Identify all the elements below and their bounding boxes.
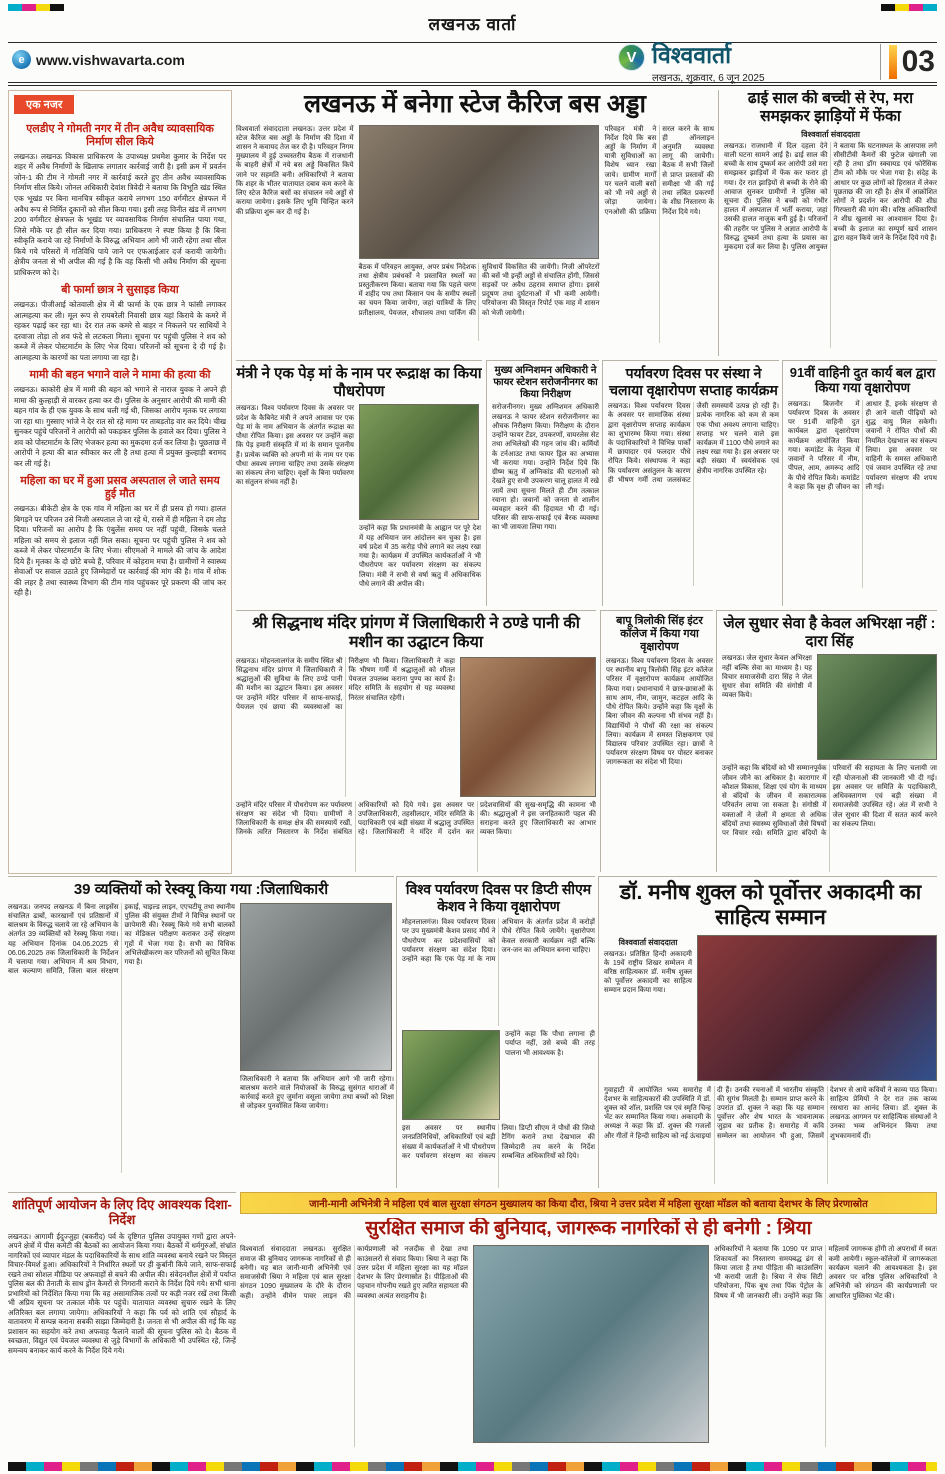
article-headline: जेल सुधार सेवा है केवल अभिरक्षा नहीं : दारा सिंह xyxy=(723,615,936,650)
page-number-accent-bar xyxy=(889,45,897,79)
article-body: लखनऊ। आगामी ईदुज्जुहा (बकरीद) पर्व के दृष्टिगत पुलिस उपायुक्त गणों द्वारा अपने-अपने क्षेत्रों में पीस कमेटी की बैठकों का आयोजन किया गया। बैठकों में धर्मगुरुओं, संभ्रांत नागरिकों एवं व्यापार मंडल के पदाधिकारियों के साथ शांति व्यवस्था बनाये रखने पर विस्तृत विचार-विमर्श हुआ। अधिकारियों ने निर्धारित स्थलों पर ही कुर्बानी किये जाने, साफ-सफाई रखने तथा सोशल मीडिया पर अफवाहों से बचने की अपील की। संवेदनशील क्षेत्रों में पर्याप्त पुलिस बल की तैनाती के साथ ड्रोन कैमरों से निगरानी कराने के निर्देश दिये गये। सभी थाना प्रभारियों को निर्देशित किया गया कि वह असामाजिक तत्वों पर कड़ी नजर रखें तथा किसी भी अप्रिय सूचना पर तत्काल मौके पर पहुंचें। यातायात व्यवस्था सुचारु रखने के लिए अतिरिक्त बल लगाया जायेगा। अधिकारियों ने कहा कि पर्व को शांति एवं सौहार्द के वातावरण में सम्पन्न कराना सबकी साझा जिम्मेदारी है। जनता से भी अपील की गई कि वह प्रशासन का सहयोग करे तथा अफवाह फैलाने वालों की सूचना पुलिस को दे। बैठक में स्वच्छता, विद्युत एवं पेयजल व्यवस्था से जुड़े विभागों के अधिकारी भी उपस्थित रहे, जिन्हें समन्वय बनाकर कार्य करने के निर्देश दिये गये। xyxy=(8,1231,236,1355)
rescue-photo xyxy=(240,903,392,1071)
article-byline: विश्ववार्ता संवाददाता xyxy=(618,937,678,947)
article-body: लखनऊ। राजधानी में दिल दहला देने वाली घटना सामने आई है। ढाई साल की बच्ची के साथ दुष्कर्म कर आरोपी उसे मरा समझकर झाड़ियों में फेंक कर फरार हो गया। देर रात झाड़ियों से बच्ची के रोने की आवाज सुनकर ग्रामीणों ने पुलिस को सूचना दी। पुलिस ने बच्ची को गंभीर हालत में अस्पताल में भर्ती कराया, जहां उसकी हालत नाजुक बनी हुई है। परिजनों की तहरीर पर पुलिस ने अज्ञात आरोपी के विरुद्ध दुष्कर्म तथा हत्या के प्रयास का मुकदमा दर्ज कर लिया है। पुलिस आयुक्त ने बताया कि घटनास्थल के आसपास लगे सीसीटीवी कैमरों की फुटेज खंगाली जा रही है तथा डॉग स्क्वायड एवं फोरेंसिक टीम को मौके पर भेजा गया है। संदेह के आधार पर कुछ लोगों को हिरासत में लेकर पूछताछ की जा रही है। क्षेत्र में आक्रोशित लोगों ने प्रदर्शन कर आरोपी की शीघ्र गिरफ्तारी की मांग की। वरिष्ठ अधिकारियों ने शीघ्र खुलासे का आश्वासन दिया है। बच्ची के इलाज का सम्पूर्ण खर्च शासन द्वारा वहन किये जाने के निर्देश दिये गये हैं। xyxy=(724,142,937,252)
article-headline: डॉ. मनीष शुक्ल को पूर्वोत्तर अकादमी का साहित्य सम्मान xyxy=(619,881,922,929)
article-body: अधिकारियों ने बताया कि 1090 पर प्राप्त शिकायतों का निस्तारण समयबद्ध ढंग से किया जाता है तथा पीड़िता की काउंसलिंग भी करायी जाती है। श्रिया ने सेफ सिटी परियोजना, पिंक बूथ तथा पिंक पेट्रोल के विषय में भी जानकारी ली। उन्होंने कहा कि महिलायें जागरूक होंगी तो अपराधों में स्वतः कमी आयेगी। स्कूल-कॉलेजों में जागरूकता कार्यक्रम चलाने की आवश्यकता है। इस अवसर पर वरिष्ठ पुलिस अधिकारियों ने अभिनेत्री को संगठन की कार्यप्रणाली पर आधारित पुस्तिका भेंट की। xyxy=(714,1246,937,1300)
article-body: विश्ववार्ता संवाददाता लखनऊ। सुरक्षित समाज की बुनियाद जागरूक नागरिकों से ही बनेगी। यह बात जानी-मानी अभिनेत्री एवं समाजसेवी श्रिया ने महिला एवं बाल सुरक्षा संगठन 1090 मुख्यालय के दौरे के दौरान कही। उन्होंने वीमेन पावर लाइन की कार्यप्रणाली को नजदीक से देखा तथा काउंसलरों से संवाद किया। श्रिया ने कहा कि उत्तर प्रदेश में महिला सुरक्षा का यह मॉडल देशभर के लिए प्रेरणास्रोत है। पीड़िताओं की पहचान गोपनीय रखते हुए त्वरित सहायता की व्यवस्था अत्यंत सराहनीय है। xyxy=(240,1246,468,1300)
website-url[interactable]: www.vishwavarta.com xyxy=(36,51,185,68)
article-body: लखनऊ। मोहनलालगंज के समीप स्थित श्री सिद्धनाथ मंदिर प्रांगण में जिलाधिकारी ने श्रद्धालुओं की सुविधा के लिए ठण्डे पानी की मशीन का उद्घाटन किया। इस अवसर पर उन्होंने मंदिर परिसर में साफ-सफाई, पेयजल एवं छाया की व्यवस्थाओं का निरीक्षण भी किया। जिलाधिकारी ने कहा कि भीषण गर्मी में श्रद्धालुओं को शीतल पेयजल उपलब्ध कराना पुण्य का कार्य है। मंदिर समिति के सहयोग से यह व्यवस्था निरंतर संचालित रहेगी। xyxy=(236,657,455,711)
one-look-column xyxy=(8,90,232,874)
article-body: विश्ववार्ता संवाददाता लखनऊ। उत्तर प्रदेश में स्टेज कैरिज बस अड्डों के निर्माण की दिशा में शासन ने कवायद तेज कर दी है। परिवहन निगम मुख्यालय में हुई उच्चस्तरीय बैठक में राजधानी के बाहरी क्षेत्रों में नये बस अड्डे विकसित किये जाने पर सहमति बनी। अधिकारियों ने बताया कि शहर के भीतर यातायात दबाव कम करने के लिए स्टेज कैरिज बसों का संचालन नये अड्डों से कराया जायेगा। इसके लिए भूमि चिन्हित करने की प्रक्रिया शुरू कर दी गई है। xyxy=(236,125,354,216)
page-number: 03 xyxy=(901,45,935,78)
article-body: गुवाहाटी में आयोजित भव्य समारोह में देशभर के साहित्यकारों की उपस्थिति में डॉ. शुक्ल को शॉल, प्रशस्ति पत्र एवं स्मृति चिन्ह भेंट कर सम्मानित किया गया। अकादमी के अध्यक्ष ने कहा कि डॉ. शुक्ल की गजलों और गीतों ने हिन्दी साहित्य को नई ऊंचाइयां दी हैं। उनकी रचनाओं में भारतीय संस्कृति की सुगंध मिलती है। सम्मान प्राप्त करने के उपरांत डॉ. शुक्ल ने कहा कि यह सम्मान पूर्वोत्तर और शेष भारत के भावनात्मक जुड़ाव का प्रतीक है। समारोह में कवि सम्मेलन का आयोजन भी हुआ, जिसमें देशभर से आये कवियों ने काव्य पाठ किया। साहित्य प्रेमियों ने देर रात तक काव्य रसधारा का आनंद लिया। डॉ. शुक्ल के लखनऊ आगमन पर साहित्यिक संस्थाओं ने उनका भव्य अभिनंदन किया तथा शुभकामनायें दीं। xyxy=(604,1086,937,1140)
article-body: लखनऊ। विश्व पर्यावरण दिवस के अवसर पर स्थानीय बापू त्रिलोकी सिंह इंटर कॉलेज परिसर में वृक्षारोपण कार्यक्रम आयोजित किया गया। प्रधानाचार्य ने छात्र-छात्राओं के साथ आम, नीम, जामुन, कटहल आदि के पौधे रोपित किये। उन्होंने कहा कि वृक्षों के बिना जीवन की कल्पना भी संभव नहीं है। विद्यार्थियों ने पौधों की रक्षा का संकल्प लिया। कार्यक्रम में समस्त शिक्षकगण एवं विद्यालय परिवार उपस्थित रहा। छात्रों ने पर्यावरण संरक्षण विषय पर पोस्टर बनाकर जागरूकता का संदेश भी दिया। xyxy=(606,657,713,767)
article-jail-sudhar xyxy=(716,610,937,872)
article-peace-meeting xyxy=(8,1192,236,1460)
article-mantri-rudraksh xyxy=(236,360,482,606)
article-headline: बापू त्रिलोकी सिंह इंटर कॉलेज में किया गया वृक्षारोपण xyxy=(616,615,703,653)
brief-body: लखनऊ। लखनऊ विकास प्राधिकरण के उपाध्यक्ष प्रथमेश कुमार के निर्देश पर शहर में अवैध निर्माणों के खिलाफ लगातार कार्रवाई जारी है। इसी क्रम में प्रवर्तन जोन-1 की टीम ने गोमती नगर में कार्रवाई करते हुए तीन अवैध व्यावसायिक निर्माण सील किये। जोनल अधिकारी देवांश त्रिवेदी ने बताया कि विभूति खंड स्थित एक भूखंड पर बिना मानचित्र स्वीकृत कराये लगभग 150 वर्गमीटर क्षेत्रफल में अवैध रूप से निर्मित दुकानों को सील किया गया। इसी तरह विनीत खंड में लगभग 200 वर्गमीटर क्षेत्रफल के भूखंड पर व्यावसायिक निर्माण संचालित पाया गया, जिसे मौके पर ही सील कर दिया गया। प्राधिकरण ने स्पष्ट किया है कि बिना स्वीकृति कराये जा रहे निर्माणों के विरुद्ध अभियान आगे भी जारी रहेगा तथा सील किये गये परिसरों में गतिविधि पाये जाने पर एफआईआर दर्ज करायी जायेगी। क्षेत्रीय जनता से भी अपील की गई है कि वह किसी भी अवैध निर्माण की सूचना प्राधिकरण को दे। xyxy=(14,151,226,277)
article-body: लखनऊ। प्रतिष्ठित हिन्दी अकादमी के 19वें राष्ट्रीय शिखर सम्मेलन में वरिष्ठ साहित्यकार डॉ. मनीष शुक्ल को पूर्वोत्तर अकादमी का साहित्य सम्मान प्रदान किया गया। xyxy=(604,950,692,995)
article-byline: विश्ववार्ता संवाददाता xyxy=(801,129,860,139)
article-headline: शांतिपूर्ण आयोजन के लिए दिए आवश्यक दिशा- निर्देश xyxy=(12,1197,232,1228)
article-headline: पर्यावरण दिवस पर संस्था ने चलाया वृक्षारोपण सप्ताह कार्यक्रम xyxy=(609,365,778,398)
article-91-vahini xyxy=(782,360,937,606)
brief-headline: मामी की बहन भगाने वाले ने मामा की हत्या की xyxy=(29,369,211,382)
brief-item xyxy=(14,123,226,278)
section-title: लखनऊ वार्ता xyxy=(428,15,517,34)
article-keshav-plantation xyxy=(396,876,595,1188)
article-bapu-college xyxy=(600,610,713,872)
brief-headline: बी फार्मा छात्र ने सुसाइड किया xyxy=(61,284,179,297)
article-body: लखनऊ। विश्व पर्यावरण दिवस के अवसर पर सामाजिक संस्था द्वारा वृक्षारोपण सप्ताह कार्यक्रम का शुभारम्भ किया गया। संस्था के पदाधिकारियों ने विभिन्न पार्कों में छायादार एवं फलदार पौधे रोपित किये। संस्थापक ने कहा कि पर्यावरण असंतुलन के कारण ही भीषण गर्मी तथा जलसंकट जैसी समस्यायें उत्पन्न हो रही हैं। प्रत्येक नागरिक को कम से कम एक पौधा अवश्य लगाना चाहिए। सप्ताह भर चलने वाले इस कार्यक्रम में 1100 पौधे लगाने का लक्ष्य रखा गया है। इस अवसर पर बड़ी संख्या में स्वयंसेवक एवं क्षेत्रीय नागरिक उपस्थित रहे। xyxy=(608,403,779,484)
jail-event-photo xyxy=(817,654,937,760)
article-headline: लखनऊ में बनेगा स्टेज कैरिज बस अड्डा xyxy=(304,90,646,118)
article-body: लखनऊ। जनपद लखनऊ में बिना लाइसेंस संचालित ढाबों, कारखानों एवं प्रतिष्ठानों में बालश्रम के विरुद्ध चलाये जा रहे अभियान के अंतर्गत 39 व्यक्तियों को रेस्क्यू किया गया। यह अभियान दिनांक 04.06.2025 से 06.06.2025 तक जिलाधिकारी के निर्देशन में चलाया गया। अभियान में श्रम विभाग, बाल कल्याण समिति, जिला बाल संरक्षण इकाई, चाइल्ड लाइन, एएचटीयू तथा स्थानीय पुलिस की संयुक्त टीमों ने विभिन्न स्थानों पर छापेमारी की। रेस्क्यू किये गये सभी बालकों का मेडिकल परीक्षण कराकर उन्हें संरक्षण गृहों में भेजा गया है। सभी का विधिक अभिलेखीकरण कर परिजनों को सूचित किया गया है। xyxy=(8,903,235,976)
article-body: परिवहन मंत्री ने निर्देश दिये कि बस अड्डों के निर्माण में यात्री सुविधाओं का विशेष ध्यान रखा जाये। ग्रामीण मार्गों पर चलने वाली बसों को भी नये अड्डों से जोड़ा जायेगा। एनओसी की प्रक्रिया सरल करने के साथ ही ऑनलाइन अनुमति व्यवस्था लागू की जायेगी। बैठक में सभी जिलों से प्राप्त प्रस्तावों की समीक्षा भी की गई तथा लंबित प्रकरणों के शीघ्र निस्तारण के निर्देश दिये गये। xyxy=(604,125,714,216)
masthead-rule-top xyxy=(8,42,937,43)
article-body: उन्होंने कहा कि प्रधानमंत्री के आह्वान पर पूरे देश में यह अभियान जन आंदोलन बन चुका है। इस वर्ष प्रदेश में 35 करोड़ पौधे लगाने का लक्ष्य रखा गया है। कार्यक्रम में उपस्थित कार्यकर्ताओं ने भी पौधरोपण कर पर्यावरण संरक्षण का संकल्प लिया। मंत्री ने सभी से वर्षा ऋतु में अधिकाधिक पौधे लगाने की अपील की। xyxy=(359,525,481,588)
masthead-rule-bottom xyxy=(8,82,937,86)
article-child-assault xyxy=(718,90,937,356)
article-headline: विश्व पर्यावरण दिवस पर डिप्टी सीएम केशव ने किया वृक्षारोपण xyxy=(405,881,592,914)
article-siddhnath-mandir xyxy=(236,610,596,872)
article-body: लखनऊ। विश्व पर्यावरण दिवस के अवसर पर प्रदेश के कैबिनेट मंत्री ने अपने आवास पर एक पेड़ मां के नाम अभियान के अंतर्गत रूद्राक्ष का पौधा रोपित किया। इस अवसर पर उन्होंने कहा कि पेड़ हमारी संस्कृति में मां के समान पूजनीय हैं। प्रत्येक व्यक्ति को अपनी मां के नाम पर एक पौधा अवश्य लगाना चाहिए तथा उसके संरक्षण का संकल्प लेना चाहिए। वृक्षों के बिना पर्यावरण का संतुलन संभव नहीं है। xyxy=(236,405,354,487)
registration-marks-top-right xyxy=(881,4,937,11)
mandir-event-photo xyxy=(460,657,596,797)
article-body: जिलाधिकारी ने बताया कि अभियान आगे भी जारी रहेगा। बालश्रम कराने वाले नियोजकों के विरुद्ध सुसंगत धाराओं में कार्रवाई करते हुए जुर्माना वसूला जायेगा तथा बच्चों को शिक्षा से जोड़कर पुनर्वासित किया जायेगा। xyxy=(240,1075,394,1111)
brief-body: लखनऊ। काकोरी क्षेत्र में मामी की बहन को भगाने से नाराज युवक ने अपने ही मामा की कुल्हाड़ी से वारकर हत्या कर दी। पुलिस के अनुसार आरोपी की मामी की बहन गांव के ही एक युवक के साथ चली गई थी, जिसका आरोप मृतक पर लगाया जा रहा था। गुस्साए भांजे ने देर रात सो रहे मामा पर ताबड़तोड़ वार कर दिये। चीख सुनकर पहुंचे परिजनों ने आरोपी को पकड़कर पुलिस के हवाले कर दिया। पुलिस ने शव को पोस्टमार्टम के लिए भेजकर हत्या का मुकदमा दर्ज कर लिया है। पूछताछ में आरोपी ने हत्या की बात स्वीकार कर ली है तथा हत्या में प्रयुक्त कुल्हाड़ी बरामद कर ली गई है। xyxy=(14,385,227,468)
page-number-box xyxy=(880,44,935,80)
article-body: इस अवसर पर स्थानीय जनप्रतिनिधियों, अधिकारियों एवं बड़ी संख्या में कार्यकर्ताओं ने भी पौधरोपण कर पर्यावरण संरक्षण का संकल्प लिया। डिप्टी सीएम ने पौधों की जियो टैगिंग कराने तथा देखभाल की जिम्मेदारी तय करने के निर्देश सम्बन्धित अधिकारियों को दिये। xyxy=(402,1125,595,1160)
article-headline: मुख्य अग्निशमन अधिकारी ने फायर स्टेशन सरोजनीनगर का किया निरीक्षण xyxy=(493,365,598,400)
article-headline: सुरक्षित समाज की बुनियाद, जागरूक नागरिकों से ही बनेगी : श्रिया xyxy=(365,1218,812,1239)
brief-body: लखनऊ। बीकेटी क्षेत्र के एक गांव में महिला का घर में ही प्रसव हो गया। हालत बिगड़ने पर परिजन उसे निजी अस्पताल ले जा रहे थे, रास्ते में ही महिला ने दम तोड़ दिया। परिजनों का आरोप है कि एंबुलेंस समय पर नहीं पहुंची, जिसके चलते महिला को समय से इलाज नहीं मिल सका। सूचना पर पहुंची पुलिस ने शव को कब्जे में लेकर पोस्टमार्टम के लिए भेजा। सीएमओ ने मामले की जांच के आदेश दिये हैं। मृतका के दो छोटे बच्चे हैं, परिवार में कोहराम मचा है। ग्रामीणों ने स्वास्थ्य सेवाओं पर सवाल उठाते हुए जिम्मेदारों पर कार्रवाई की मांग की है। गांव में शोक की लहर है तथा स्वास्थ्य विभाग की टीम गांव पहुंचकर पूरे प्रकरण की जांच कर रही है। xyxy=(14,504,226,598)
article-fire-station xyxy=(486,360,599,606)
article-vriksharopan-saptah xyxy=(602,360,779,606)
brief-item xyxy=(14,284,226,363)
article-body: उन्होंने मंदिर परिसर में पौधरोपण कर पर्यावरण संरक्षण का संदेश भी दिया। ग्रामीणों ने जिलाधिकारी के समक्ष क्षेत्र की समस्यायें रखीं, जिनके त्वरित निस्तारण के निर्देश संबंधित अधिकारियों को दिये गये। इस अवसर पर उपजिलाधिकारी, तहसीलदार, मंदिर समिति के पदाधिकारी एवं बड़ी संख्या में श्रद्धालु उपस्थित रहे। जिलाधिकारी ने मंदिर में दर्शन कर प्रदेशवासियों की सुख-समृद्धि की कामना भी की। श्रद्धालुओं ने इस जनहितकारी पहल की सराहना करते हुए जिलाधिकारी का आभार व्यक्त किया। xyxy=(236,801,596,837)
article-manish-samman xyxy=(598,876,937,1188)
shriya-visit-photo xyxy=(473,1245,709,1443)
keshav-plantation-photo xyxy=(402,1030,500,1120)
one-look-tab: एक नजर xyxy=(14,95,74,114)
article-shriya xyxy=(240,1218,937,1462)
article-bus-adda xyxy=(236,90,714,356)
article-headline: श्री सिद्धनाथ मंदिर प्रांगण में जिलाधिकारी ने ठण्डे पानी की मशीन का उद्घाटन किया xyxy=(252,615,580,651)
brief-body: लखनऊ। पीजीआई कोतवाली क्षेत्र में बी फार्मा के एक छात्र ने फांसी लगाकर आत्महत्या कर ली। मूल रूप से रायबरेली निवासी छात्र यहां किराये के कमरे में रहकर पढ़ाई कर रहा था। देर रात तक कमरे से बाहर न निकलने पर साथियों ने दरवाजा तोड़ा तो शव फंदे से लटकता मिला। सूचना पर पहुंची पुलिस ने शव को कब्जे में लेकर पोस्टमार्टम के लिए भेज दिया। परिजनों को सूचना दे दी गई है। आत्महत्या के कारणों का पता लगाया जा रहा है। xyxy=(14,300,226,362)
article-rescue xyxy=(8,876,394,1188)
article-body: लखनऊ। बिजनौर में पर्यावरण दिवस के अवसर पर 91वीं वाहिनी दुत कार्यबल द्वारा वृक्षारोपण कार्यक्रम आयोजित किया गया। कमांडेंट के नेतृत्व में जवानों ने परिसर में नीम, पीपल, आम, अमरूद आदि के पौधे रोपित किये। कमांडेंट ने कहा कि वृक्ष ही जीवन का आधार हैं, इनके संरक्षण से ही आने वाली पीढ़ियों को शुद्ध वायु मिल सकेगी। जवानों ने रोपित पौधों की नियमित देखभाल का संकल्प लिया। इस अवसर पर वाहिनी के समस्त अधिकारी एवं जवान उपस्थित रहे तथा पर्यावरण संरक्षण की शपथ ली गई। xyxy=(788,400,937,491)
registration-marks-top-left xyxy=(8,4,64,11)
edition-line: लखनऊ, शुक्रवार, 6 जून 2025 xyxy=(652,73,765,84)
article-body: उन्होंने कहा कि बंदियों को भी सम्मानपूर्वक जीवन जीने का अधिकार है। कारागार में कौशल विकास, शिक्षा एवं योग के माध्यम से बंदियों के जीवन में सकारात्मक परिवर्तन लाया जा सकता है। संगोष्ठी में वक्ताओं ने जेलों में क्षमता से अधिक बंदियों तथा स्वास्थ्य सुविधाओं जैसे विषयों पर विचार रखे। समिति द्वारा बंदियों के परिवारों की सहायता के लिए चलायी जा रही योजनाओं की जानकारी भी दी गई। इस अवसर पर समिति के पदाधिकारी, अधिवक्तागण एवं बड़ी संख्या में समाजसेवी उपस्थित रहे। अंत में सभी ने जेल सुधार की दिशा में सतत कार्य करने का संकल्प लिया। xyxy=(722,765,937,838)
highlight-strip: जानी-मानी अभिनेत्री ने महिला एवं बाल सुरक्षा संगठन मुख्यालय का किया दौरा, श्रिया ने उत्तर प्रदेश में महिला सुरक्षा मॉडल को बताया देशभर के लिए प्रेरणास्रोत xyxy=(240,1192,937,1214)
article-body: उन्होंने कहा कि पौधा लगाना ही पर्याप्त नहीं, उसे बच्चे की तरह पालना भी आवश्यक है। xyxy=(505,1031,595,1057)
mantri-plantation-photo xyxy=(359,404,479,520)
article-headline: 91वीं वाहिनी दुत कार्य बल द्वारा किया गया वृक्षारोपण xyxy=(789,365,936,396)
registration-marks-bottom xyxy=(8,1462,937,1471)
article-headline: 39 व्यक्तियों को रेस्क्यू किया गया :जिलाधिकारी xyxy=(73,881,329,898)
brand-name: विश्ववार्ता xyxy=(652,42,732,68)
brief-item xyxy=(14,475,226,599)
brief-headline: एलडीए ने गोमती नगर में तीन अवैध व्यावसायिक निर्माण सील किये xyxy=(26,123,214,148)
article-headline: ढाई साल की बच्ची से रेप, मरा समझकर झाड़ियों में फेंका xyxy=(747,90,914,126)
brief-headline: महिला का घर में हुआ प्रसव अस्पताल ले जाते समय हुई मौत xyxy=(20,475,220,501)
article-body: लखनऊ। जेल सुधार केवल अभिरक्षा नहीं बल्कि सेवा का माध्यम है। यह विचार समाजसेवी दारा सिंह ने जेल सुधार सेवा समिति की संगोष्ठी में व्यक्त किये। xyxy=(722,655,812,700)
brand-block xyxy=(618,44,765,84)
manish-award-photo xyxy=(697,935,937,1081)
bus-meeting-photo xyxy=(359,125,599,259)
article-body: सरोजनीनगर। मुख्य अग्निशमन अधिकारी लखनऊ ने फायर स्टेशन सरोजनीनगर का औचक निरीक्षण किया। निरीक्षण के दौरान उन्होंने फायर टेंडर, उपकरणों, वायरलेस सेट तथा अभिलेखों की गहन जांच की। कर्मियों के टर्नआउट तथा फायर ड्रिल का अभ्यास भी कराया गया। उन्होंने निर्देश दिये कि ग्रीष्म ऋतु में अग्निकांड की घटनाओं को देखते हुए सभी उपकरण चालू हालत में रखे जायें तथा सूचना मिलते ही टीम तत्काल रवाना हो। जवानों को जनता से शालीन व्यवहार करने की हिदायत भी दी गई। परिसर की साफ-सफाई एवं बैरक व्यवस्था का भी जायजा लिया गया। xyxy=(492,404,599,532)
article-headline: मंत्री ने एक पेड़ मां के नाम पर रूद्राक्ष का किया पौधरोपण xyxy=(236,365,482,400)
website-link[interactable] xyxy=(12,50,185,69)
brief-item xyxy=(14,369,226,469)
article-body: मोहनलालगंज। विश्व पर्यावरण दिवस पर उप मुख्यमंत्री केशव प्रसाद मौर्य ने पौधरोपण कर प्रदेशवासियों को पर्यावरण संरक्षण का संदेश दिया। उन्होंने कहा कि एक पेड़ मां के नाम अभियान के अंतर्गत प्रदेश में करोड़ों पौधे रोपित किये जायेंगे। वृक्षारोपण केवल सरकारी कार्यक्रम नहीं बल्कि जन-जन का अभियान बनना चाहिए। xyxy=(402,919,595,963)
article-body: बैठक में परिवहन आयुक्त, अपर प्रबंध निदेशक तथा क्षेत्रीय प्रबंधकों ने प्रस्तावित स्थलों का प्रस्तुतीकरण किया। बताया गया कि पहले चरण में शहीद पथ तथा किसान पथ के समीप स्थलों का चयन किया जायेगा, जहां यात्रियों के लिए प्रतीक्षालय, पेयजल, शौचालय तथा पार्किंग की सुविधायें विकसित की जायेंगी। निजी ऑपरेटरों की बसें भी इन्हीं अड्डों से संचालित होंगी, जिससे सड़कों पर अवैध ठहराव समाप्त होगा। इससे प्रदूषण तथा दुर्घटनाओं में भी कमी आयेगी। परियोजना की विस्तृत रिपोर्ट एक माह में शासन को भेजी जायेगी। xyxy=(358,263,600,317)
globe-icon: e xyxy=(12,50,31,69)
vishwavarta-logo-icon: V xyxy=(618,44,645,71)
